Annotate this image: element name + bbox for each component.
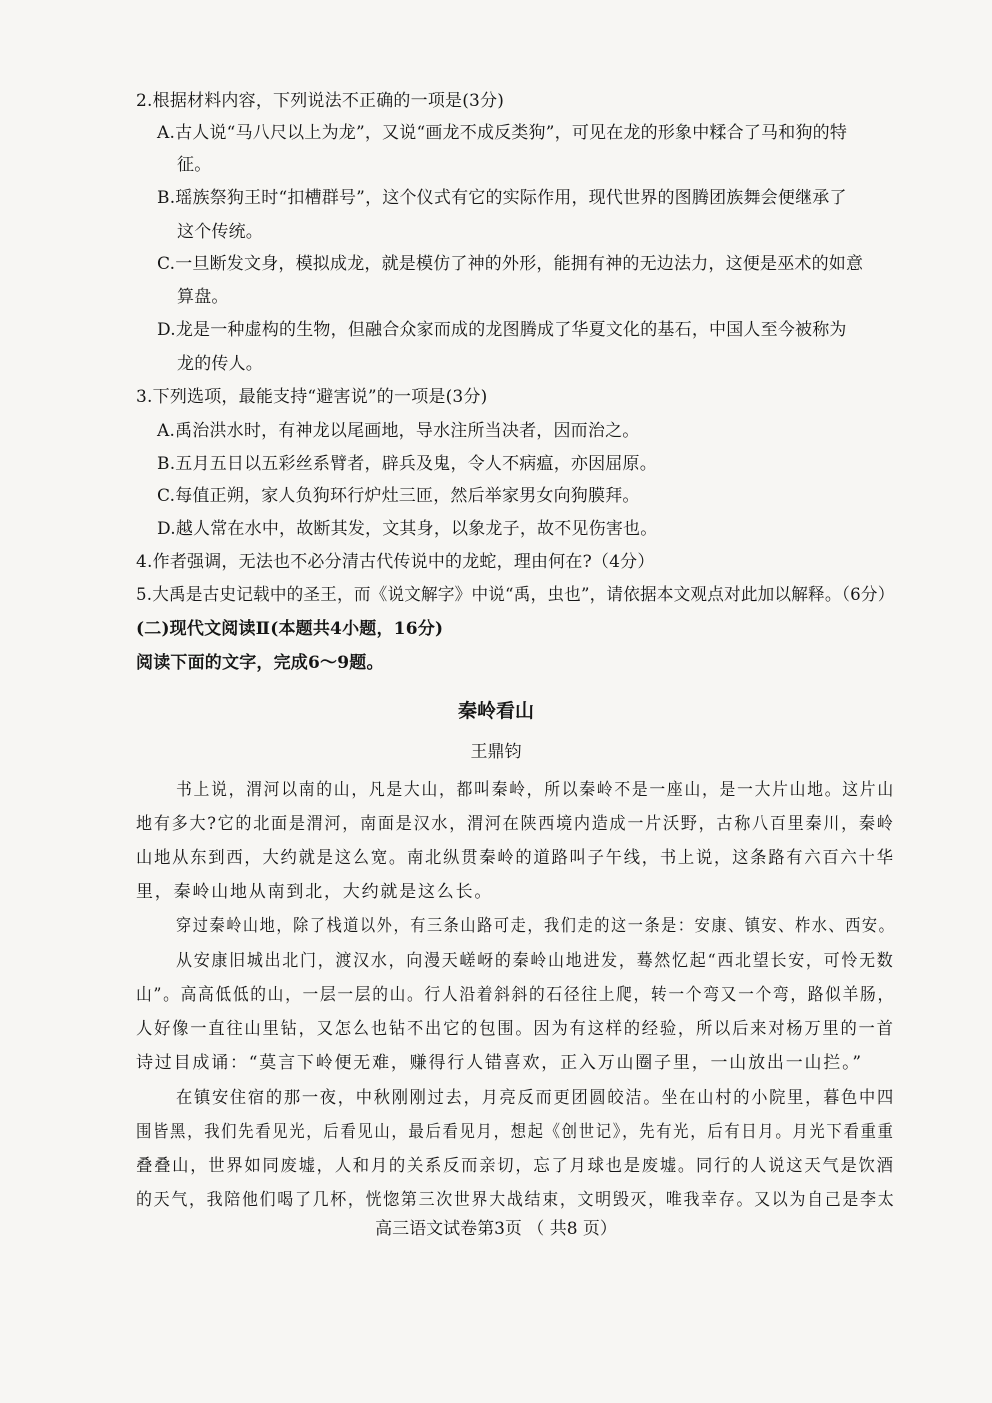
question-2-option-b: B.瑶族祭狗王时“扣槽群号”，这个仪式有它的实际作用，现代世界的图腾团族舞会便继承了 [157,188,847,208]
question-2-option-a: A.古人说“马八尺以上为龙”，又说“画龙不成反类狗”，可见在龙的形象中糅合了马和狗的特 [157,123,848,143]
question-4: 4.作者强调，无法也不必分清古代传说中的龙蛇，理由何在?（4分） [136,552,655,572]
question-3-option-d: D.越人常在水中，故断其发，文其身，以象龙子，故不见伤害也。 [157,519,658,539]
section-heading: (二)现代文阅读Ⅱ(本题共4小题，16分) [136,619,444,639]
passage-line: 诗过目成诵：“莫言下岭便无难，赚得行人错喜欢，正入万山圈子里，一山放出一山拦。” [136,1053,863,1073]
question-3-option-b: B.五月五日以五彩丝系臂者，辟兵及鬼，令人不病瘟，亦因屈原。 [157,454,657,474]
question-5: 5.大禹是古史记载中的圣王，而《说文解字》中说“禹，虫也”，请依据本文观点对此加以解释。（6分） [136,585,895,605]
question-3-stem: 3.下列选项，最能支持“避害说”的一项是(3分) [136,387,488,407]
question-2-option-b-cont: 这个传统。 [177,222,263,242]
page-footer: 高三语文试卷第3页 （ 共8 页） [375,1219,617,1239]
passage-line: 山”。高高低低的山，一层一层的山。行人沿着斜斜的石径往上爬，转一个弯又一个弯，路似羊肠， [136,985,895,1005]
passage-line: 在镇安住宿的那一夜，中秋刚刚过去，月亮反而更团圆皎洁。坐在山村的小院里，暮色中四 [176,1088,895,1108]
question-2-option-c-cont: 算盘。 [177,287,229,307]
passage-title: 秦岭看山 [457,700,534,722]
question-2-option-a-cont: 征。 [177,155,212,175]
question-3-option-c: C.每值正朔，家人负狗环行炉灶三匝，然后举家男女向狗膜拜。 [157,486,640,506]
passage-author: 王鼎钧 [470,742,522,762]
passage-line: 围皆黑，我们先看见光，后看见山，最后看见月，想起《创世记》，先有光，后有日月。月光下看重重 [136,1122,895,1142]
passage-line: 山地从东到西，大约就是这么宽。南北纵贯秦岭的道路叫子午线，书上说，这条路有六百六十华 [136,848,895,868]
question-2-option-c: C.一旦断发文身，模拟成龙，就是模仿了神的外形，能拥有神的无边法力，这便是巫术的如意 [157,254,864,274]
passage-line: 书上说，渭河以南的山，凡是大山，都叫秦岭，所以秦岭不是一座山，是一大片山地。这片山 [176,780,895,800]
passage-line: 人好像一直往山里钻，又怎么也钻不出它的包围。因为有这样的经验，所以后来对杨万里的一首 [136,1019,895,1039]
passage-line: 穿过秦岭山地，除了栈道以外，有三条山路可走，我们走的这一条是：安康、镇安、柞水、西安。 [176,916,896,936]
section-instruction: 阅读下面的文字，完成6～9题。 [136,653,384,673]
passage-line: 叠叠山，世界如同废墟，人和月的关系反而亲切，忘了月球也是废墟。同行的人说这天气是饮酒 [136,1156,895,1176]
passage-line: 从安康旧城出北门，渡汉水，向漫天嵯岈的秦岭山地进发，蓦然忆起“西北望长安，可怜无数 [176,951,895,971]
passage-line: 的天气，我陪他们喝了几杯，恍惚第三次世界大战结束，文明毁灭，唯我幸存。又以为自己是李太 [136,1190,896,1210]
question-2-stem: 2.根据材料内容，下列说法不正确的一项是(3分) [136,91,505,111]
question-3-option-a: A.禹治洪水时，有神龙以尾画地，导水注所当决者，因而治之。 [157,421,640,441]
passage-line: 地有多大?它的北面是渭河，南面是汉水，渭河在陕西境内造成一片沃野，古称八百里秦川，秦岭 [136,814,895,834]
question-2-option-d: D.龙是一种虚构的生物，但融合众家而成的龙图腾成了华夏文化的基石，中国人至今被称为 [157,320,847,340]
question-2-option-d-cont: 龙的传人。 [177,354,263,374]
passage-line: 里，秦岭山地从南到北，大约就是这么长。 [136,882,494,902]
